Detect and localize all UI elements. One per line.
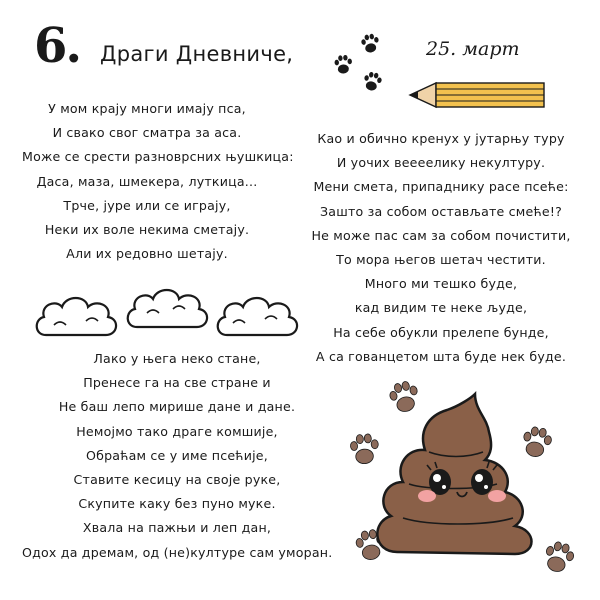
poem-line: У мом крају многи имају пса,	[48, 101, 246, 116]
poem-line: Као и обично кренух у јутарњу туру	[317, 131, 565, 146]
poem-line: Мени смета, припаднику расе псеће:	[313, 179, 569, 195]
poem-line: Не баш лепо мирише дане и дане.	[58, 399, 296, 415]
poem-line: На себе обукли прелепе бунде,	[333, 324, 549, 340]
pencil-icon	[408, 79, 548, 111]
cloud-icon	[213, 289, 303, 345]
poem-line: Лако у њега неко стане,	[93, 351, 261, 366]
cloud-icon	[123, 281, 213, 337]
poem-line: Одох да дремам, од (не)културе сам уморан.	[22, 544, 333, 560]
poem-line: Обраћам се у име псећије,	[86, 447, 268, 463]
poem-line: Много ми тешко буде,	[364, 276, 518, 292]
paw-print-icon	[362, 72, 382, 92]
poem-line: Може се срести разноврсних њушкица:	[22, 149, 294, 165]
diary-greeting: Драги Дневниче,	[100, 42, 294, 66]
poem-right	[296, 127, 586, 369]
poem-line: И свако свог сматра за аса.	[52, 125, 242, 141]
poem-line: Пренесе га на све стране и	[83, 375, 271, 391]
entry-number: 6.	[34, 18, 81, 74]
paw-print-icon	[360, 34, 380, 54]
poem-line: Даса, маза, шмекера, луткица...	[36, 173, 258, 189]
poem-line: Немојмо тако драге комшије,	[76, 423, 278, 439]
poem-line: Зашто за собом остављате смеће!?	[320, 203, 562, 219]
poem-line: Али их редовно шетају.	[66, 246, 228, 262]
poem-left-top	[22, 97, 294, 266]
poem-line: А са гованцетом шта буде нек буде.	[315, 348, 567, 364]
poem-line: Трче, јуре или се играју,	[63, 197, 231, 213]
poem-line: Хвала на пажњи и леп дан,	[82, 520, 272, 536]
poop-character-icon	[367, 392, 547, 572]
poem-line: Не може пас сам за собом почистити,	[311, 227, 571, 243]
poem-line: кад видим те неке људе,	[354, 300, 528, 316]
paw-print-icon	[333, 55, 353, 75]
entry-date: 25. март	[426, 38, 520, 60]
poem-line: То мора његов шетач честити.	[336, 251, 546, 267]
poem-line: Скупите каку без пуно муке.	[78, 496, 276, 512]
cloud-icon	[32, 289, 122, 345]
poem-line: И уочих веееелику некултуру.	[336, 155, 546, 171]
poem-left-bottom	[22, 347, 332, 565]
poem-line: Ставите кесицу на своје руке,	[73, 471, 281, 487]
poem-line: Неки их воле некима сметају.	[44, 221, 250, 237]
